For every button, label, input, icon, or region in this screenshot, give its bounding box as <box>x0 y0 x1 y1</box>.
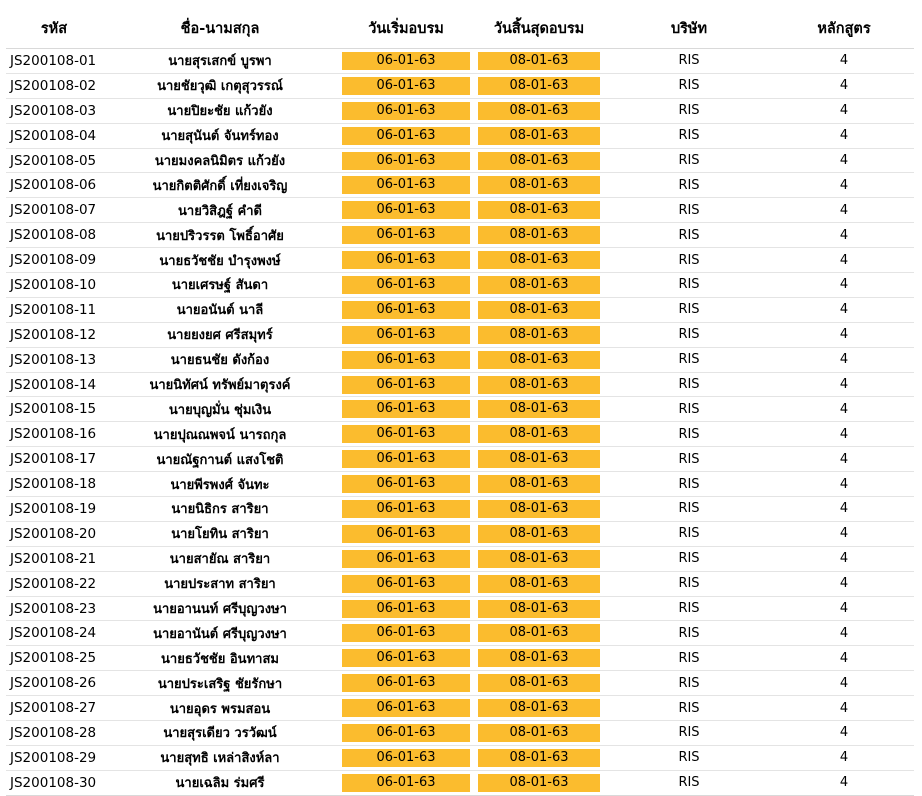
cell-start-date-cell[interactable] <box>338 273 474 298</box>
header-start-date: วันเริ่มอบรม <box>338 8 474 49</box>
cell-name[interactable]: นายประสาท สาริยา <box>102 571 338 596</box>
cell-end-date: 08-01-63 <box>478 201 600 219</box>
cell-company[interactable]: RIS <box>604 49 774 74</box>
table-row <box>6 297 914 322</box>
cell-course[interactable]: 4 <box>774 98 914 123</box>
cell-name[interactable]: นายสุนันต์ จันทร์ทอง <box>102 123 338 148</box>
cell-start-date-cell[interactable] <box>338 521 474 546</box>
table-row <box>6 198 914 223</box>
cell-start-date-cell[interactable] <box>338 98 474 123</box>
table-row <box>6 621 914 646</box>
cell-start-date-cell[interactable] <box>338 397 474 422</box>
cell-start-date: 06-01-63 <box>342 774 470 792</box>
cell-name[interactable]: นายธวัชชัย อินทาสม <box>102 646 338 671</box>
cell-start-date: 06-01-63 <box>342 500 470 518</box>
table-row <box>6 322 914 347</box>
table-header <box>6 8 914 49</box>
cell-end-date-cell[interactable] <box>474 770 604 795</box>
cell-company[interactable]: RIS <box>604 422 774 447</box>
cell-start-date: 06-01-63 <box>342 351 470 369</box>
cell-id[interactable]: JS200108-30 <box>6 770 102 795</box>
cell-company[interactable]: RIS <box>604 273 774 298</box>
cell-end-date-cell[interactable] <box>474 646 604 671</box>
cell-end-date: 08-01-63 <box>478 376 600 394</box>
cell-start-date-cell[interactable] <box>338 347 474 372</box>
cell-id[interactable]: JS200108-19 <box>6 497 102 522</box>
cell-start-date-cell[interactable] <box>338 621 474 646</box>
cell-course[interactable]: 4 <box>774 671 914 696</box>
cell-end-date: 08-01-63 <box>478 301 600 319</box>
cell-start-date-cell[interactable] <box>338 372 474 397</box>
cell-start-date: 06-01-63 <box>342 376 470 394</box>
table-row <box>6 123 914 148</box>
cell-course[interactable]: 4 <box>774 347 914 372</box>
cell-start-date-cell[interactable] <box>338 223 474 248</box>
table-row <box>6 745 914 770</box>
cell-end-date-cell[interactable] <box>474 745 604 770</box>
cell-course[interactable]: 4 <box>774 148 914 173</box>
cell-end-date: 08-01-63 <box>478 226 600 244</box>
cell-name[interactable]: นายอานนท์ ศรีบุญวงษา <box>102 596 338 621</box>
cell-end-date: 08-01-63 <box>478 575 600 593</box>
cell-course[interactable]: 4 <box>774 447 914 472</box>
cell-company[interactable]: RIS <box>604 322 774 347</box>
header-id: รหัส <box>6 8 102 49</box>
cell-id[interactable]: JS200108-24 <box>6 621 102 646</box>
cell-name[interactable]: นายอนันต์ นาลี <box>102 297 338 322</box>
table-row <box>6 273 914 298</box>
table-row <box>6 472 914 497</box>
cell-course[interactable]: 4 <box>774 322 914 347</box>
cell-name[interactable]: นายสุทธิ เหล่าสิงห์ลา <box>102 745 338 770</box>
cell-name[interactable]: นายบุญมั่น ชุ่มเงิน <box>102 397 338 422</box>
cell-start-date-cell[interactable] <box>338 322 474 347</box>
cell-id[interactable]: JS200108-15 <box>6 397 102 422</box>
cell-id[interactable]: JS200108-23 <box>6 596 102 621</box>
cell-id[interactable]: JS200108-18 <box>6 472 102 497</box>
cell-course[interactable]: 4 <box>774 696 914 721</box>
cell-course[interactable]: 4 <box>774 123 914 148</box>
cell-start-date: 06-01-63 <box>342 724 470 742</box>
cell-end-date-cell[interactable] <box>474 322 604 347</box>
cell-start-date-cell[interactable] <box>338 248 474 273</box>
cell-company[interactable]: RIS <box>604 721 774 746</box>
cell-company[interactable]: RIS <box>604 248 774 273</box>
cell-start-date-cell[interactable] <box>338 546 474 571</box>
cell-company[interactable]: RIS <box>604 223 774 248</box>
cell-course[interactable]: 4 <box>774 571 914 596</box>
cell-start-date-cell[interactable] <box>338 721 474 746</box>
cell-company[interactable]: RIS <box>604 696 774 721</box>
cell-company[interactable]: RIS <box>604 372 774 397</box>
cell-course[interactable]: 4 <box>774 397 914 422</box>
cell-id[interactable]: JS200108-06 <box>6 173 102 198</box>
cell-start-date: 06-01-63 <box>342 127 470 145</box>
cell-start-date: 06-01-63 <box>342 251 470 269</box>
table-row <box>6 397 914 422</box>
cell-company[interactable]: RIS <box>604 521 774 546</box>
cell-end-date: 08-01-63 <box>478 276 600 294</box>
cell-end-date-cell[interactable] <box>474 596 604 621</box>
cell-start-date-cell[interactable] <box>338 447 474 472</box>
cell-name[interactable]: นายสุรเสกข์ บูรพา <box>102 49 338 74</box>
cell-end-date-cell[interactable] <box>474 497 604 522</box>
table-row <box>6 497 914 522</box>
cell-name[interactable]: นายสุรเดียว วรวัฒน์ <box>102 721 338 746</box>
cell-start-date-cell[interactable] <box>338 472 474 497</box>
cell-course[interactable]: 4 <box>774 621 914 646</box>
cell-name[interactable]: นายพีรพงศ์ จันทะ <box>102 472 338 497</box>
header-course: หลักสูตร <box>774 8 914 49</box>
cell-name[interactable]: นายธนชัย ดังก้อง <box>102 347 338 372</box>
cell-name[interactable]: นายปุณณพจน์ นารถกุล <box>102 422 338 447</box>
cell-start-date: 06-01-63 <box>342 525 470 543</box>
table-row <box>6 546 914 571</box>
cell-company[interactable]: RIS <box>604 646 774 671</box>
cell-end-date: 08-01-63 <box>478 425 600 443</box>
cell-id[interactable]: JS200108-05 <box>6 148 102 173</box>
table-row <box>6 98 914 123</box>
cell-start-date-cell[interactable] <box>338 745 474 770</box>
cell-name[interactable]: นายนิธิกร สาริยา <box>102 497 338 522</box>
cell-start-date: 06-01-63 <box>342 450 470 468</box>
cell-end-date-cell[interactable] <box>474 546 604 571</box>
cell-start-date: 06-01-63 <box>342 649 470 667</box>
table-row <box>6 696 914 721</box>
cell-end-date: 08-01-63 <box>478 52 600 70</box>
cell-name[interactable]: นายนิทัศน์ ทรัพย์มาตุรงค์ <box>102 372 338 397</box>
cell-start-date: 06-01-63 <box>342 176 470 194</box>
cell-end-date: 08-01-63 <box>478 326 600 344</box>
cell-course[interactable]: 4 <box>774 472 914 497</box>
cell-start-date: 06-01-63 <box>342 276 470 294</box>
cell-start-date: 06-01-63 <box>342 425 470 443</box>
cell-end-date-cell[interactable] <box>474 671 604 696</box>
cell-name[interactable]: นายธวัชชัย บำรุงพงษ์ <box>102 248 338 273</box>
cell-end-date-cell[interactable] <box>474 347 604 372</box>
cell-name[interactable]: นายปิยะชัย แก้วยัง <box>102 98 338 123</box>
table-row <box>6 422 914 447</box>
cell-id[interactable]: JS200108-12 <box>6 322 102 347</box>
cell-end-date: 08-01-63 <box>478 500 600 518</box>
cell-course[interactable]: 4 <box>774 497 914 522</box>
cell-id[interactable]: JS200108-28 <box>6 721 102 746</box>
cell-id[interactable]: JS200108-07 <box>6 198 102 223</box>
table-row <box>6 721 914 746</box>
cell-company[interactable]: RIS <box>604 571 774 596</box>
cell-start-date-cell[interactable] <box>338 696 474 721</box>
cell-course[interactable]: 4 <box>774 297 914 322</box>
cell-company[interactable]: RIS <box>604 397 774 422</box>
cell-end-date: 08-01-63 <box>478 600 600 618</box>
table-row <box>6 347 914 372</box>
cell-id[interactable]: JS200108-09 <box>6 248 102 273</box>
table-row <box>6 671 914 696</box>
cell-start-date-cell[interactable] <box>338 571 474 596</box>
cell-end-date-cell[interactable] <box>474 49 604 74</box>
cell-name[interactable]: นายณัฐกานต์ แสงโชติ <box>102 447 338 472</box>
cell-end-date: 08-01-63 <box>478 550 600 568</box>
cell-name[interactable]: นายโยทิน สาริยา <box>102 521 338 546</box>
cell-end-date-cell[interactable] <box>474 422 604 447</box>
cell-end-date: 08-01-63 <box>478 699 600 717</box>
cell-end-date: 08-01-63 <box>478 749 600 767</box>
cell-course[interactable]: 4 <box>774 745 914 770</box>
header-end-date: วันสิ้นสุดอบรม <box>474 8 604 49</box>
cell-start-date: 06-01-63 <box>342 550 470 568</box>
cell-course[interactable]: 4 <box>774 422 914 447</box>
cell-end-date-cell[interactable] <box>474 73 604 98</box>
cell-end-date: 08-01-63 <box>478 624 600 642</box>
cell-start-date: 06-01-63 <box>342 475 470 493</box>
cell-start-date: 06-01-63 <box>342 749 470 767</box>
cell-name[interactable]: นายเฉลิม ร่มศรี <box>102 770 338 795</box>
cell-start-date: 06-01-63 <box>342 201 470 219</box>
cell-course[interactable]: 4 <box>774 49 914 74</box>
cell-start-date-cell[interactable] <box>338 422 474 447</box>
cell-start-date: 06-01-63 <box>342 301 470 319</box>
cell-course[interactable]: 4 <box>774 372 914 397</box>
cell-company[interactable]: RIS <box>604 123 774 148</box>
cell-end-date: 08-01-63 <box>478 400 600 418</box>
cell-end-date: 08-01-63 <box>478 351 600 369</box>
cell-end-date: 08-01-63 <box>478 649 600 667</box>
cell-end-date-cell[interactable] <box>474 273 604 298</box>
table-row <box>6 173 914 198</box>
cell-course[interactable]: 4 <box>774 173 914 198</box>
cell-id[interactable]: JS200108-03 <box>6 98 102 123</box>
cell-company[interactable]: RIS <box>604 770 774 795</box>
cell-end-date-cell[interactable] <box>474 397 604 422</box>
cell-end-date: 08-01-63 <box>478 176 600 194</box>
cell-end-date: 08-01-63 <box>478 102 600 120</box>
cell-company[interactable]: RIS <box>604 347 774 372</box>
cell-course[interactable]: 4 <box>774 273 914 298</box>
table-row <box>6 372 914 397</box>
cell-id[interactable]: JS200108-17 <box>6 447 102 472</box>
cell-start-date-cell[interactable] <box>338 671 474 696</box>
cell-end-date: 08-01-63 <box>478 251 600 269</box>
cell-end-date-cell[interactable] <box>474 472 604 497</box>
cell-start-date: 06-01-63 <box>342 52 470 70</box>
cell-company[interactable]: RIS <box>604 596 774 621</box>
cell-end-date-cell[interactable] <box>474 447 604 472</box>
cell-name[interactable]: นายประเสริฐ ชัยรักษา <box>102 671 338 696</box>
cell-start-date: 06-01-63 <box>342 624 470 642</box>
cell-end-date-cell[interactable] <box>474 248 604 273</box>
cell-end-date-cell[interactable] <box>474 198 604 223</box>
cell-start-date-cell[interactable] <box>338 173 474 198</box>
cell-name[interactable]: นายปริวรรต โพธิ์อาศัย <box>102 223 338 248</box>
cell-start-date: 06-01-63 <box>342 699 470 717</box>
cell-start-date-cell[interactable] <box>338 148 474 173</box>
table-row <box>6 447 914 472</box>
cell-id[interactable]: JS200108-02 <box>6 73 102 98</box>
cell-end-date-cell[interactable] <box>474 173 604 198</box>
table-row <box>6 646 914 671</box>
cell-start-date-cell[interactable] <box>338 49 474 74</box>
header-row <box>6 8 914 49</box>
cell-end-date: 08-01-63 <box>478 525 600 543</box>
cell-company[interactable]: RIS <box>604 671 774 696</box>
cell-end-date: 08-01-63 <box>478 450 600 468</box>
cell-id[interactable]: JS200108-27 <box>6 696 102 721</box>
cell-company[interactable]: RIS <box>604 745 774 770</box>
cell-id[interactable]: JS200108-22 <box>6 571 102 596</box>
cell-end-date-cell[interactable] <box>474 297 604 322</box>
cell-course[interactable]: 4 <box>774 223 914 248</box>
cell-company[interactable]: RIS <box>604 173 774 198</box>
cell-id[interactable]: JS200108-04 <box>6 123 102 148</box>
cell-company[interactable]: RIS <box>604 297 774 322</box>
cell-end-date-cell[interactable] <box>474 123 604 148</box>
cell-end-date-cell[interactable] <box>474 372 604 397</box>
cell-start-date: 06-01-63 <box>342 226 470 244</box>
cell-end-date: 08-01-63 <box>478 475 600 493</box>
cell-end-date-cell[interactable] <box>474 223 604 248</box>
cell-start-date-cell[interactable] <box>338 198 474 223</box>
cell-id[interactable]: JS200108-13 <box>6 347 102 372</box>
cell-id[interactable]: JS200108-16 <box>6 422 102 447</box>
cell-company[interactable]: RIS <box>604 472 774 497</box>
header-name: ชื่อ-นามสกุล <box>102 8 338 49</box>
cell-end-date: 08-01-63 <box>478 724 600 742</box>
table-row <box>6 248 914 273</box>
cell-end-date: 08-01-63 <box>478 774 600 792</box>
cell-name[interactable]: นายมงคลนิมิตร แก้วยัง <box>102 148 338 173</box>
cell-start-date: 06-01-63 <box>342 600 470 618</box>
cell-end-date: 08-01-63 <box>478 127 600 145</box>
cell-start-date: 06-01-63 <box>342 152 470 170</box>
cell-name[interactable]: นายสายัณ สาริยา <box>102 546 338 571</box>
cell-start-date-cell[interactable] <box>338 596 474 621</box>
cell-start-date-cell[interactable] <box>338 646 474 671</box>
cell-end-date-cell[interactable] <box>474 571 604 596</box>
cell-start-date: 06-01-63 <box>342 77 470 95</box>
table-row <box>6 521 914 546</box>
cell-end-date-cell[interactable] <box>474 621 604 646</box>
cell-start-date: 06-01-63 <box>342 575 470 593</box>
cell-start-date-cell[interactable] <box>338 123 474 148</box>
cell-start-date-cell[interactable] <box>338 770 474 795</box>
cell-name[interactable]: นายอานันต์ ศรีบุญวงษา <box>102 621 338 646</box>
cell-id[interactable]: JS200108-25 <box>6 646 102 671</box>
cell-course[interactable]: 4 <box>774 770 914 795</box>
cell-id[interactable]: JS200108-21 <box>6 546 102 571</box>
cell-end-date-cell[interactable] <box>474 696 604 721</box>
cell-start-date: 06-01-63 <box>342 400 470 418</box>
cell-name[interactable]: นายอุดร พรมสอน <box>102 696 338 721</box>
cell-course[interactable]: 4 <box>774 721 914 746</box>
cell-id[interactable]: JS200108-01 <box>6 49 102 74</box>
cell-end-date-cell[interactable] <box>474 98 604 123</box>
cell-company[interactable]: RIS <box>604 546 774 571</box>
cell-start-date: 06-01-63 <box>342 326 470 344</box>
cell-course[interactable]: 4 <box>774 546 914 571</box>
table-row <box>6 571 914 596</box>
table-row <box>6 73 914 98</box>
cell-end-date: 08-01-63 <box>478 152 600 170</box>
table-body <box>6 49 914 796</box>
cell-end-date: 08-01-63 <box>478 77 600 95</box>
cell-course[interactable]: 4 <box>774 248 914 273</box>
cell-course[interactable]: 4 <box>774 73 914 98</box>
cell-id[interactable]: JS200108-29 <box>6 745 102 770</box>
table-row <box>6 770 914 795</box>
cell-course[interactable]: 4 <box>774 596 914 621</box>
cell-start-date-cell[interactable] <box>338 297 474 322</box>
cell-name[interactable]: นายยงยศ ศรีสมุทร์ <box>102 322 338 347</box>
cell-name[interactable]: นายกิตติศักดิ์ เที่ยงเจริญ <box>102 173 338 198</box>
cell-name[interactable]: นายวิสิฎฐ์ คำดี <box>102 198 338 223</box>
trainee-table <box>6 8 914 796</box>
cell-end-date-cell[interactable] <box>474 521 604 546</box>
cell-id[interactable]: JS200108-14 <box>6 372 102 397</box>
cell-id[interactable]: JS200108-20 <box>6 521 102 546</box>
table-row <box>6 596 914 621</box>
cell-id[interactable]: JS200108-26 <box>6 671 102 696</box>
cell-company[interactable]: RIS <box>604 447 774 472</box>
cell-course[interactable]: 4 <box>774 198 914 223</box>
cell-id[interactable]: JS200108-11 <box>6 297 102 322</box>
cell-start-date-cell[interactable] <box>338 73 474 98</box>
cell-company[interactable]: RIS <box>604 497 774 522</box>
cell-start-date: 06-01-63 <box>342 102 470 120</box>
table-row <box>6 148 914 173</box>
cell-course[interactable]: 4 <box>774 646 914 671</box>
cell-company[interactable]: RIS <box>604 73 774 98</box>
table-row <box>6 49 914 74</box>
table-row <box>6 223 914 248</box>
cell-start-date: 06-01-63 <box>342 674 470 692</box>
cell-company[interactable]: RIS <box>604 621 774 646</box>
cell-company[interactable]: RIS <box>604 98 774 123</box>
cell-end-date-cell[interactable] <box>474 721 604 746</box>
cell-end-date-cell[interactable] <box>474 148 604 173</box>
cell-company[interactable]: RIS <box>604 148 774 173</box>
cell-end-date: 08-01-63 <box>478 674 600 692</box>
cell-name[interactable]: นายเศรษฐ์ สันดา <box>102 273 338 298</box>
header-company: บริษัท <box>604 8 774 49</box>
cell-id[interactable]: JS200108-10 <box>6 273 102 298</box>
cell-start-date-cell[interactable] <box>338 497 474 522</box>
cell-id[interactable]: JS200108-08 <box>6 223 102 248</box>
cell-course[interactable]: 4 <box>774 521 914 546</box>
cell-name[interactable]: นายชัยวุฒิ เกตุสุวรรณ์ <box>102 73 338 98</box>
cell-company[interactable]: RIS <box>604 198 774 223</box>
